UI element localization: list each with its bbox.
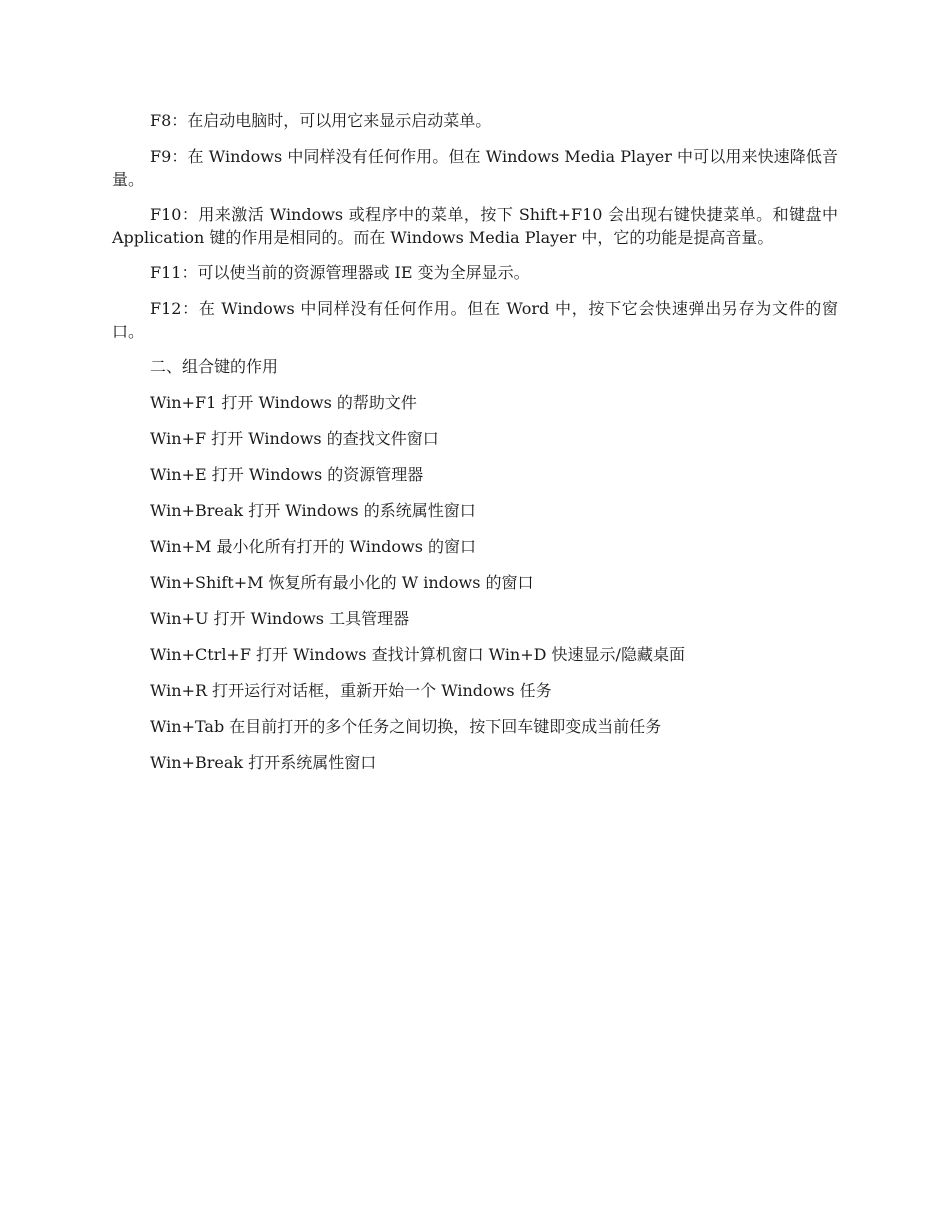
paragraph-f10: F10：用来激活 Windows 或程序中的菜单，按下 Shift+F10 会出现右键快捷菜单。和键盘中 Application 键的作用是相同的。而在 Windows Media Player 中，它的功能是提高音量。: [112, 205, 838, 247]
shortcut-item: Win+R 打开运行对话框，重新开始一个 Windows 任务: [150, 681, 552, 700]
paragraph-f11: F11：可以使当前的资源管理器或 IE 变为全屏显示。: [150, 263, 530, 282]
shortcut-item: Win+Tab 在目前打开的多个任务之间切换，按下回车键即变成当前任务: [150, 717, 662, 736]
paragraph-f9: F9：在 Windows 中同样没有任何作用。但在 Windows Media Player 中可以用来快速降低音量。: [112, 147, 838, 189]
paragraph-f12: F12：在 Windows 中同样没有任何作用。但在 Word 中，按下它会快速弹出另存为文件的窗口。: [112, 299, 838, 341]
document-page: [112, 109, 838, 787]
shortcut-item: Win+F1 打开 Windows 的帮助文件: [150, 393, 417, 412]
shortcut-item: Win+F 打开 Windows 的查找文件窗口: [150, 429, 439, 448]
shortcut-item: Win+U 打开 Windows 工具管理器: [150, 609, 410, 628]
paragraph-f8: F8：在启动电脑时，可以用它来显示启动菜单。: [150, 111, 492, 130]
shortcut-item: Win+M 最小化所有打开的 Windows 的窗口: [150, 537, 477, 556]
section-heading: 二、组合键的作用: [150, 357, 279, 376]
shortcut-item: Win+Ctrl+F 打开 Windows 查找计算机窗口 Win+D 快速显示/隐藏桌面: [150, 645, 685, 664]
shortcut-item: Win+Shift+M 恢复所有最小化的 W indows 的窗口: [150, 573, 534, 592]
shortcut-item: Win+Break 打开 Windows 的系统属性窗口: [150, 501, 476, 520]
shortcut-item: Win+E 打开 Windows 的资源管理器: [150, 465, 424, 484]
shortcut-item: Win+Break 打开系统属性窗口: [150, 753, 377, 772]
